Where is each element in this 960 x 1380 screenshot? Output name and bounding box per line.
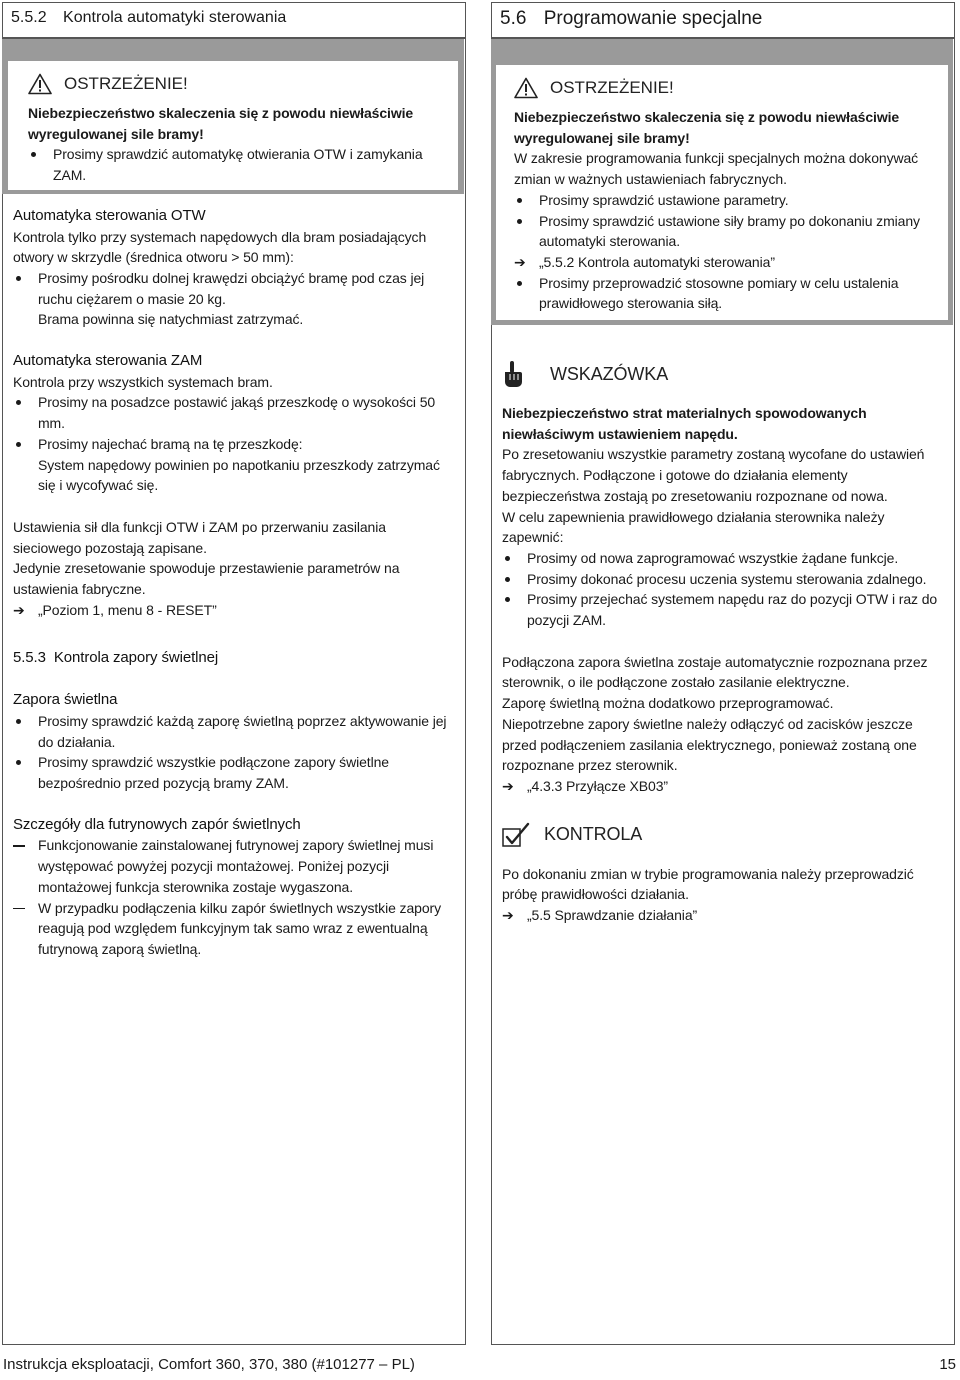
hint-title: WSKAZÓWKA <box>502 357 944 391</box>
section-number: 5.6 <box>500 8 527 29</box>
reference-552: ➔ „5.5.2 Kontrola automatyki sterowania” <box>514 252 938 273</box>
arrow-icon: ➔ <box>502 907 514 924</box>
section-header-553: 5.5.3 Kontrola zapory świetlnej <box>13 649 219 667</box>
warning-bullet-3: Prosimy przeprowadzić stosowne pomiary w celu ustalenia prawidłowego sterowania siłą. <box>514 273 938 314</box>
warning-lead: Niebezpieczeństwo skaleczenia się z powodu niewłaściwie wyregulowanej sile bramy! <box>514 109 900 146</box>
section-title: Kontrola automatyki sterowania <box>63 9 287 26</box>
hint-bullet-3: Prosimy przejechać systemem napędu raz do pozycji OTW i raz do pozycji ZAM. <box>502 589 944 630</box>
warning-text: W zakresie programowania funkcji specjalnych można dokonywać zmian w ważnych ustawieniach fabrycznych. <box>514 150 919 188</box>
zapora-heading: Zapora świetlna <box>13 691 118 709</box>
checkmark-icon <box>502 822 530 848</box>
arrow-icon: ➔ <box>13 601 25 618</box>
warning-triangle-icon <box>514 77 538 99</box>
light-p1: Podłączona zapora świetlna zostaje automatycznie rozpoznana przez sterownik, o ile podłączone zostało zasilanie elektryczne. <box>502 653 928 691</box>
page-number: 15 <box>939 1356 956 1373</box>
hint-lead: Niebezpieczeństwo strat materialnych spowodowanych niewłaściwym ustawieniem napędu. <box>502 405 867 442</box>
hint-p2: W celu zapewnienia prawidłowego działania sterownika należy zapewnić: <box>502 508 885 546</box>
check-title: KONTROLA <box>502 818 944 852</box>
warning-lead: Niebezpieczeństwo skaleczenia się z powodu niewłaściwie wyregulowanej sile bramy! <box>28 105 414 142</box>
warning-title: OSTRZEŻENIE! <box>514 75 938 101</box>
zam-bullet-2: Prosimy najechać bramą na tę przeszkodę: System napędowy powinien po napotkaniu przeszkody zatrzymać się i wycofywać się. <box>13 434 455 496</box>
light-p3: Niepotrzebne zapory świetlne należy odłączyć od zacisków jeszcze przed podłączeniem zasilania elektrycznego, ponieważ zostaną one rozpoznane przez sterownik. <box>502 715 917 774</box>
warning-triangle-icon <box>28 73 52 95</box>
warning-bullet-1: Prosimy sprawdzić ustawione parametry. <box>514 190 938 211</box>
hint-bullet-1: Prosimy od nowa zaprogramować wszystkie żądane funkcje. <box>502 548 944 569</box>
otw-bullet: Prosimy pośrodku dolnej krawędzi obciążyć bramę pod czas jej ruchu ciężarem o masie 20 kg. Brama powinna się natychmiast zatrzymać. <box>13 268 455 330</box>
note-reset: Jedynie zresetowanie spowoduje przestawienie parametrów na ustawienia fabryczne. <box>13 560 400 598</box>
hint-p1: Po zresetowaniu wszystkie parametry zostaną wycofane do ustawień fabrycznych. Podłączone i gotowe do działania elementy bezpieczeństwa zostają po zresetowaniu rozpoznane od nowa. <box>502 446 925 504</box>
hint-bullet-2: Prosimy dokonać procesu uczenia systemu sterowania zdalnego. <box>502 569 944 590</box>
check-p1: Po dokonaniu zmian w trybie programowania należy przeprowadzić próbę prawidłowości działania. <box>502 865 914 903</box>
note-forces: Ustawienia sił dla funkcji OTW i ZAM po przerwaniu zasilania sieciowego pozostają zapisane. <box>13 518 386 556</box>
otw-heading: Automatyka sterowania OTW <box>13 206 206 224</box>
warning-box-right <box>491 39 953 325</box>
zam-intro: Kontrola przy wszystkich systemach bram. <box>13 373 273 390</box>
light-p2: Zaporę świetlną można dodatkowo przeprogramować. <box>502 695 834 712</box>
details-heading: Szczegóły dla futrynowych zapór świetlnych <box>13 815 301 833</box>
section-number: 5.5.2 <box>11 9 47 26</box>
warning-bullet: Prosimy sprawdzić automatykę otwierania OTW i zamykania ZAM. <box>28 144 448 185</box>
reference-55: ➔ „5.5 Sprawdzanie działania” <box>502 905 944 926</box>
reference-reset: ➔ „Poziom 1, menu 8 - RESET” <box>13 600 455 621</box>
zapora-bullet-1: Prosimy sprawdzić każdą zaporę świetlną poprzez aktywowanie jej do działania. <box>13 711 455 752</box>
right-column <box>491 2 955 1345</box>
warning-box-left <box>2 39 464 194</box>
section-header-56 <box>492 3 954 39</box>
details-dash-1: Funkcjonowanie zainstalowanej futrynowej zapory świetlnej musi występować powyżej pozycji montażowej. Poniżej pozycji montażowej funkcja sterownika zostaje wygaszona. <box>13 835 455 897</box>
zam-bullet-1: Prosimy na posadzce postawić jakąś przeszkodę o wysokości 50 mm. <box>13 392 455 433</box>
section-title: Programowanie specjalne <box>543 8 763 29</box>
warning-bullet-2: Prosimy sprawdzić ustawione siły bramy po dokonaniu zmiany automatyki sterowania. <box>514 211 938 252</box>
zam-heading: Automatyka sterowania ZAM <box>13 352 203 370</box>
arrow-icon: ➔ <box>514 253 526 270</box>
zapora-bullet-2: Prosimy sprawdzić wszystkie podłączone zapory świetlne bezpośrednio przed pozycją bramy ZAM. <box>13 752 455 793</box>
details-dash-2: W przypadku podłączenia kilku zapór świetlnych wszystkie zapory reagują pod względem funkcyjnym tak samo wraz z ewentualną futrynową zaporą świetlną. <box>13 898 455 960</box>
warning-title: OSTRZEŻENIE! <box>28 71 448 97</box>
left-column <box>2 2 466 1345</box>
pointing-hand-icon <box>502 360 524 388</box>
section-header-552 <box>3 3 465 39</box>
footer-document-title: Instrukcja eksploatacji, Comfort 360, 370, 380 (#101277 – PL) <box>3 1356 415 1373</box>
arrow-icon: ➔ <box>502 777 514 794</box>
otw-intro: Kontrola tylko przy systemach napędowych dla bram posiadających otwory w skrzydle (średnica otworu > 50 mm): <box>13 228 427 266</box>
reference-433: ➔ „4.3.3 Przyłącze XB03” <box>502 776 944 797</box>
page-footer <box>3 1356 956 1376</box>
